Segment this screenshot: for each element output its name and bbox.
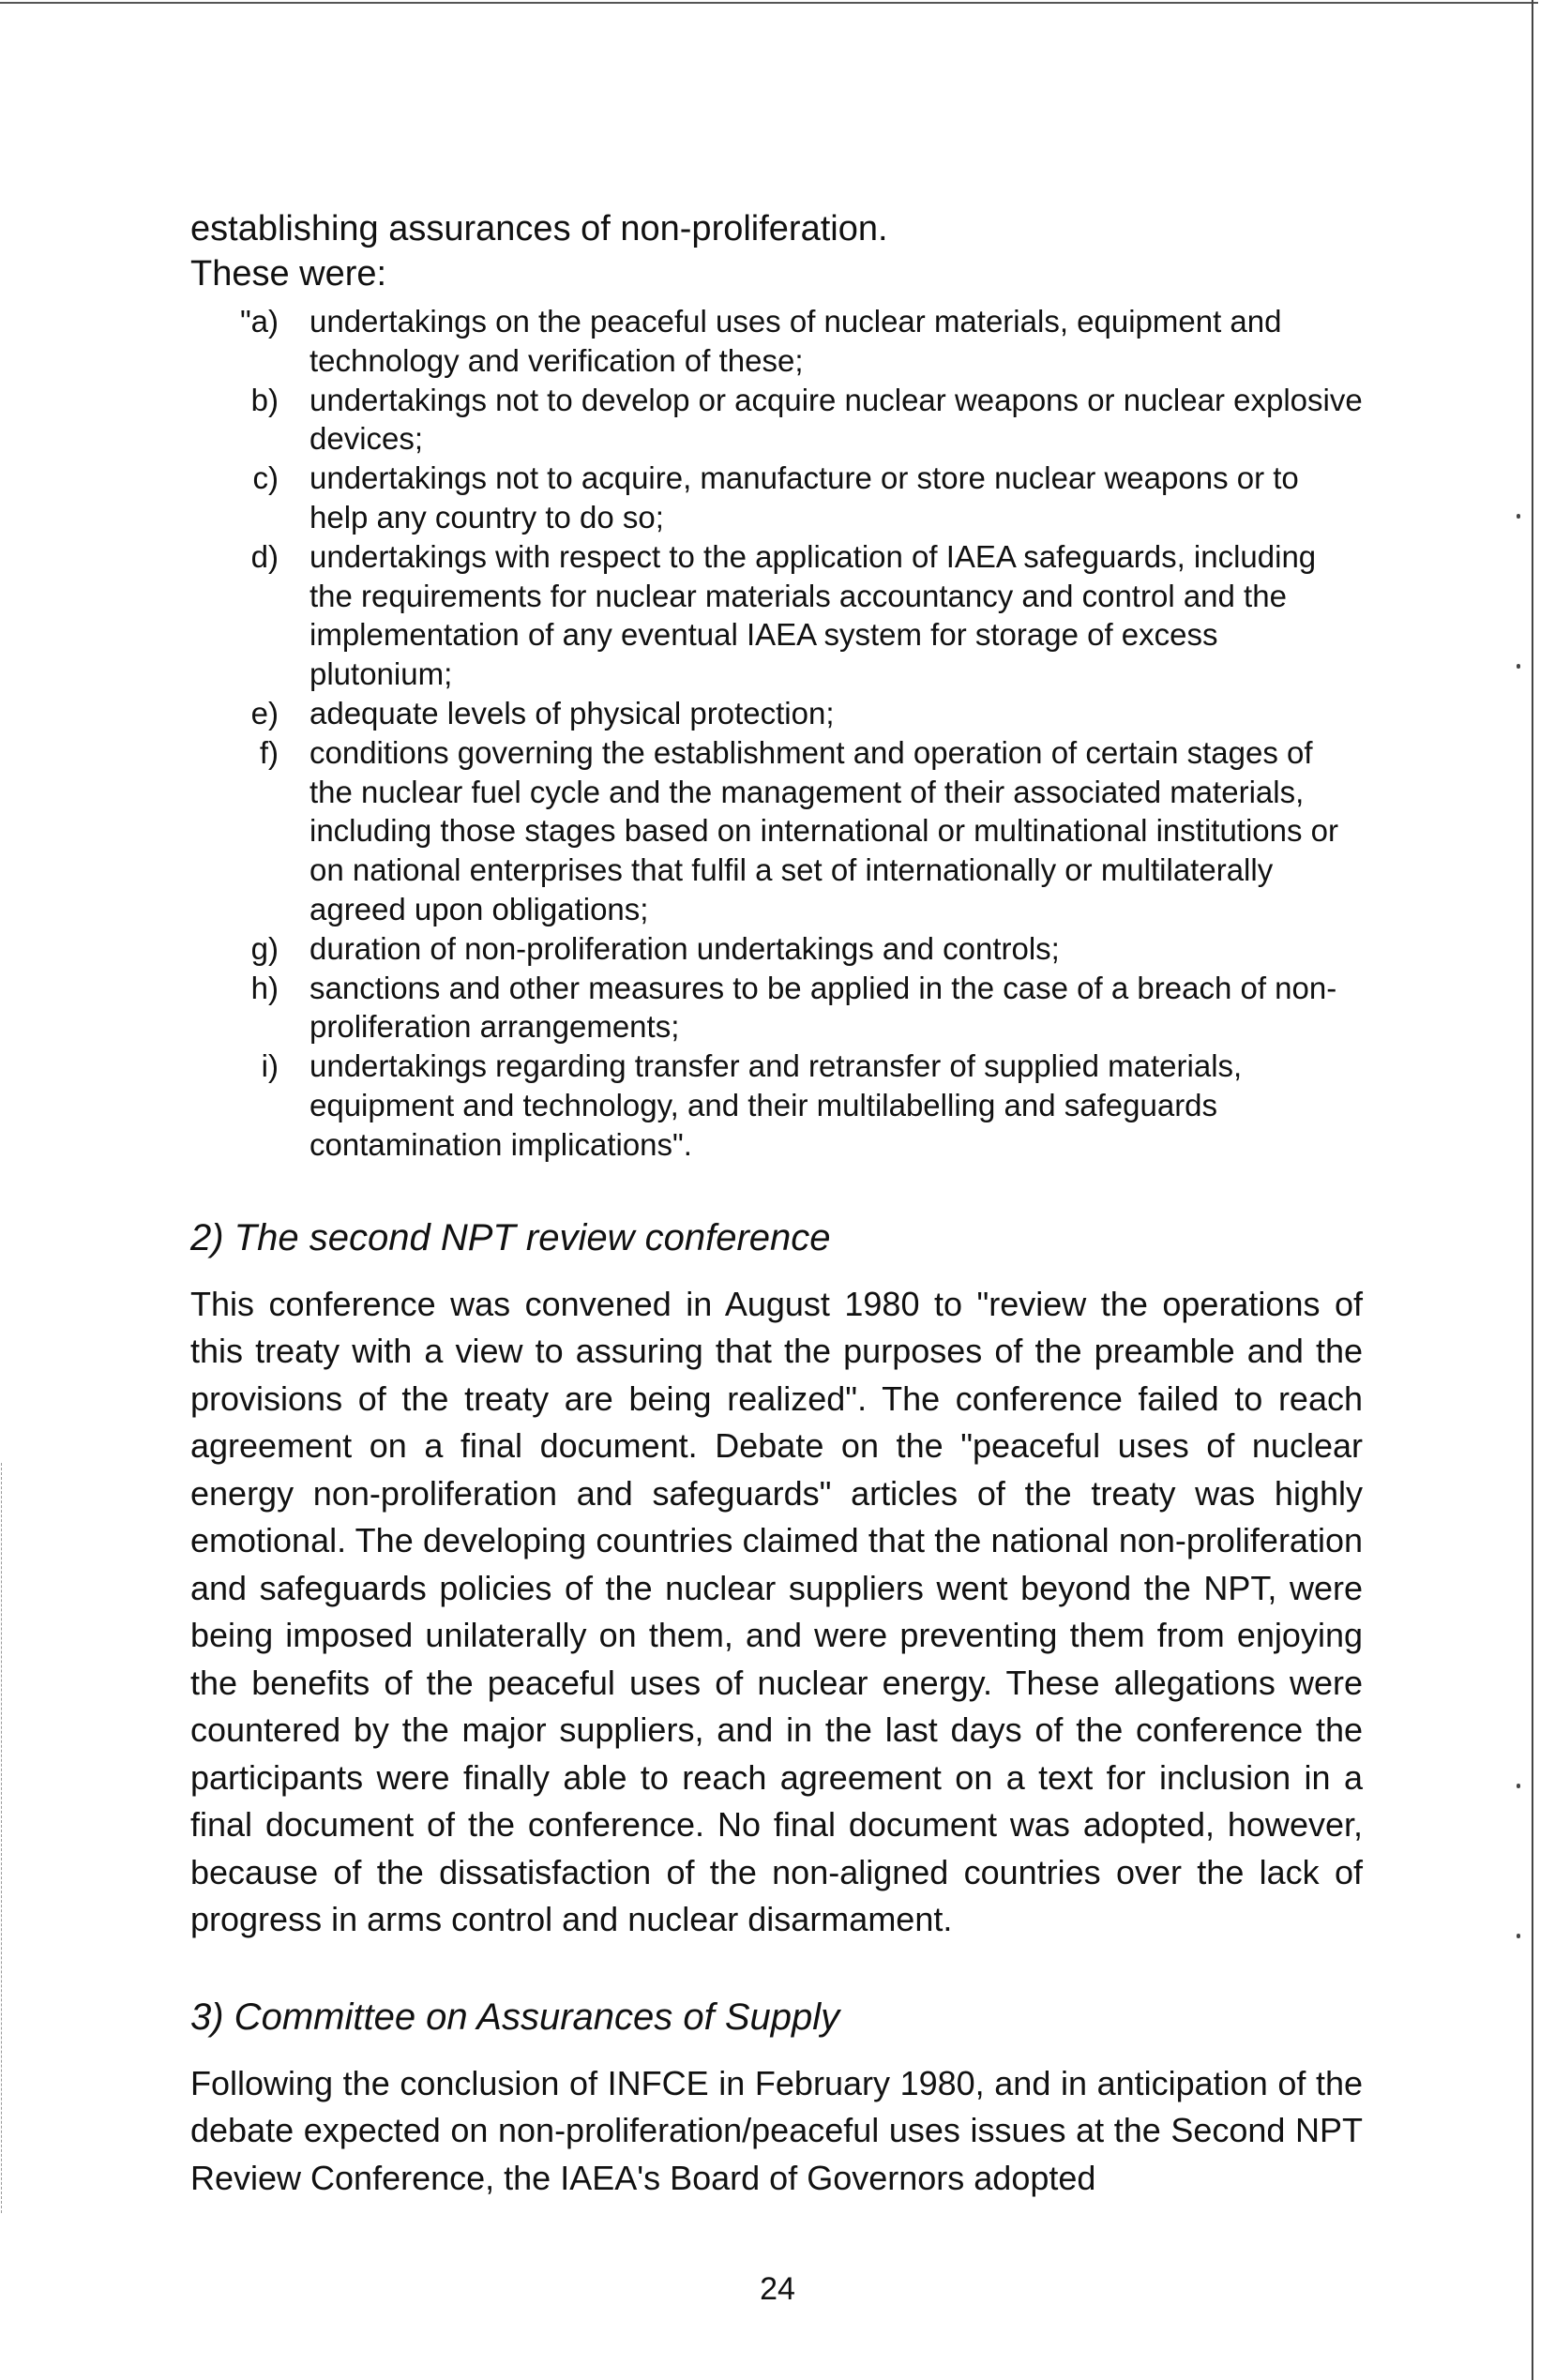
scan-speck: [1517, 1784, 1520, 1788]
list-item-text: undertakings on the peaceful uses of nuclear materials, equipment and technology and verification of these;: [309, 304, 1282, 378]
list-item-marker: e): [250, 695, 279, 731]
section-3-heading: 3) Committee on Assurances of Supply: [190, 1996, 840, 2038]
list-item-marker: b): [250, 382, 279, 417]
list-item: [190, 459, 1363, 537]
list-item-text: undertakings with respect to the application of IAEA safeguards, including the requirements for nuclear materials accountancy and control and the implementation of any eventual IAEA system for storage of excess plutonium;: [309, 538, 1317, 692]
list-item: [190, 302, 1363, 381]
scan-edge-right: [1532, 0, 1533, 2380]
section-3-paragraph: Following the conclusion of INFCE in February 1980, and in anticipation of the debate expected on non-proliferation/peaceful uses issues at the Second NPT Review Conference, the IAEA's Board of Governors adopted: [190, 2063, 1363, 2197]
list-item-text: conditions governing the establishment and operation of certain stages of the nuclear fuel cycle and the management of their associated materials, including those stages based on international or multinational institutions or on national enterprises that fulfil a set of internationally or multilaterally agreed upon obligations;: [309, 734, 1339, 926]
section-2-paragraph: This conference was convened in August 1980 to "review the operations of this treaty with a view to assuring that the purposes of the preamble and the provisions of the treaty are being realized". The conference failed to reach agreement on a final document. Debate on the "peaceful uses of nuclear energy non-proliferation and safeguards" articles of the treaty was highly emotional. The developing countries claimed that the national non-proliferation and safeguards policies of the nuclear suppliers went beyond the NPT, were being imposed unilaterally on them, and were preventing them from enjoying the benefits of the peaceful uses of nuclear energy. These allegations were countered by the major suppliers, and in the last days of the conference the participants were finally able to reach agreement on a text for inclusion in a final document of the conference. No final document was adopted, however, because of the dissatisfaction of the non-aligned countries over the lack of progress in arms control and nuclear disarmament.: [190, 1284, 1363, 1939]
list-item: [190, 381, 1363, 459]
list-item: [190, 733, 1363, 929]
scan-speck: [1517, 664, 1520, 669]
list-item: [190, 929, 1363, 969]
scan-edge-left: [1, 1463, 2, 2213]
list-item-marker: h): [250, 970, 279, 1005]
intro-line-2: These were:: [190, 254, 387, 294]
list-item-marker: c): [252, 460, 279, 496]
page-body: [190, 206, 1363, 2202]
list-item-marker: g): [250, 930, 279, 966]
list-item: [190, 694, 1363, 733]
section-2-heading: 2) The second NPT review conference: [190, 1216, 831, 1258]
list-item-marker: d): [250, 538, 279, 574]
scan-edge-top: [0, 2, 1538, 4]
undertakings-list: [190, 302, 1363, 1165]
list-item-text: undertakings not to develop or acquire nuclear weapons or nuclear explosive devices;: [309, 382, 1363, 457]
list-item: [190, 537, 1363, 694]
list-item-text: adequate levels of physical protection;: [309, 695, 835, 731]
intro-line-1: establishing assurances of non-proliferation.: [190, 209, 888, 249]
list-item-marker: f): [259, 734, 279, 770]
page-number: 24: [760, 2271, 795, 2307]
list-item: [190, 1047, 1363, 1164]
list-item-marker: "a): [239, 304, 279, 339]
scan-speck: [1517, 514, 1520, 519]
list-item-text: undertakings regarding transfer and retransfer of supplied materials, equipment and technology, and their multilabelling and safeguards contamination implications".: [309, 1048, 1243, 1162]
scan-speck: [1517, 1934, 1520, 1938]
list-item-marker: i): [261, 1048, 279, 1084]
list-item-text: duration of non-proliferation undertakings and controls;: [309, 930, 1060, 966]
list-item-text: undertakings not to acquire, manufacture or store nuclear weapons or to help any country to do so;: [309, 460, 1299, 535]
list-item-text: sanctions and other measures to be applied in the case of a breach of non-proliferation arrangements;: [309, 970, 1337, 1045]
list-item: [190, 969, 1363, 1047]
